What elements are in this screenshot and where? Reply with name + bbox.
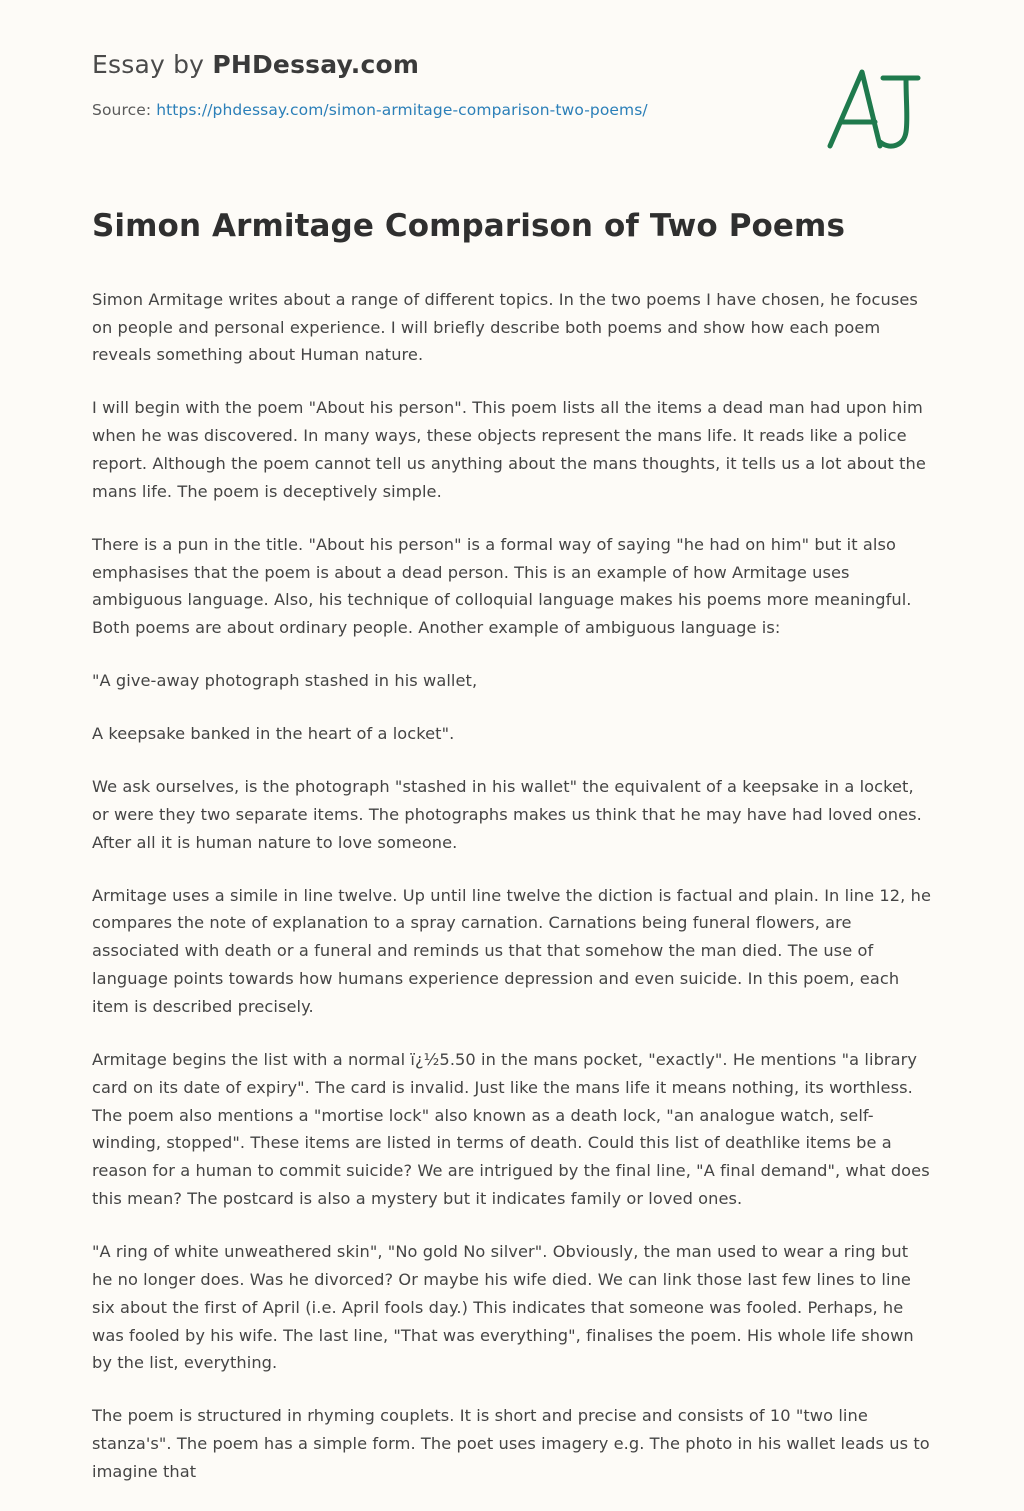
paragraph: We ask ourselves, is the photograph "stashed in his wallet" the equivalent of a keepsake in a locket, or were they two separate items. The photographs makes us think that he may have had loved ones. After all it is human nature to love someone. <box>92 776 922 852</box>
aj-monogram-logo-icon <box>822 62 932 157</box>
source-line <box>92 101 932 119</box>
article-body <box>92 286 932 1486</box>
page-title: Simon Armitage Comparison of Two Poems <box>92 208 845 244</box>
source-url-link[interactable]: https://phdessay.com/simon-armitage-comparison-two-poems/ <box>156 101 648 119</box>
paragraph: The poem is structured in rhyming couplets. It is short and precise and consists of 10 "two line stanza's". The poem has a simple form. The poet uses imagery e.g. The photo in his wallet leads us to imagine that <box>92 1406 930 1481</box>
brand-prefix: Essay by <box>92 50 213 79</box>
source-label: Source: <box>92 101 157 119</box>
paragraph: Armitage uses a simile in line twelve. Up until line twelve the diction is factual and plain. In line 12, he compares the note of explanation to a spray carnation. Carnations being funeral flowers, are associated with death or a funeral and reminds us that that somehow the man died. The use of language points towards how humans experience depression and even suicide. In this poem, each item is described precisely. <box>92 885 931 1016</box>
brand-name: PHDessay.com <box>212 50 420 79</box>
page-header <box>0 0 1024 119</box>
site-brand <box>92 50 932 79</box>
paragraph: "A ring of white unweathered skin", "No gold No silver". Obviously, the man used to wear a ring but he no longer does. Was he divorced? Or maybe his wife died. We can link those last few lines to line six about the first of April (i.e. April fools day.) This indicates that someone was fooled. Perhaps, he was fooled by his wife. The last line, "That was everything", finalises the poem. His whole life shown by the list, everything. <box>92 1241 914 1373</box>
paragraph: I will begin with the poem "About his person". This poem lists all the items a dead man had upon him when he was discovered. In many ways, these objects represent the mans life. It reads like a police report. Although the poem cannot tell us anything about the mans thoughts, it tells us a lot about the mans life. The poem is deceptively simple. <box>92 398 926 501</box>
quote-line: A keepsake banked in the heart of a locket". <box>92 724 455 744</box>
paragraph: Armitage begins the list with a normal ï¿½5.50 in the mans pocket, "exactly". He mentions "a library card on its date of expiry". The card is invalid. Just like the mans life it means nothing, its worthless. The poem also mentions a "mortise lock" also known as a death lock, "an analogue watch, self-winding, stopped". These items are listed in terms of death. Could this list of deathlike items be a reason for a human to commit suicide? We are intrigued by the final line, "A final demand", what does this mean? The postcard is also a mystery but it indicates family or loved ones. <box>92 1049 930 1209</box>
paragraph: There is a pun in the title. "About his person" is a formal way of saying "he had on him" but it also emphasises that the poem is about a dead person. This is an example of how Armitage uses ambiguous language. Also, his technique of colloquial language makes his poems more meaningful. Both poems are about ordinary people. Another example of ambiguous language is: <box>92 534 912 638</box>
quote-line: "A give-away photograph stashed in his wallet, <box>92 671 478 691</box>
paragraph: Simon Armitage writes about a range of different topics. In the two poems I have chosen, he focuses on people and personal experience. I will briefly describe both poems and show how each poem reveals something about Human nature. <box>92 289 918 365</box>
